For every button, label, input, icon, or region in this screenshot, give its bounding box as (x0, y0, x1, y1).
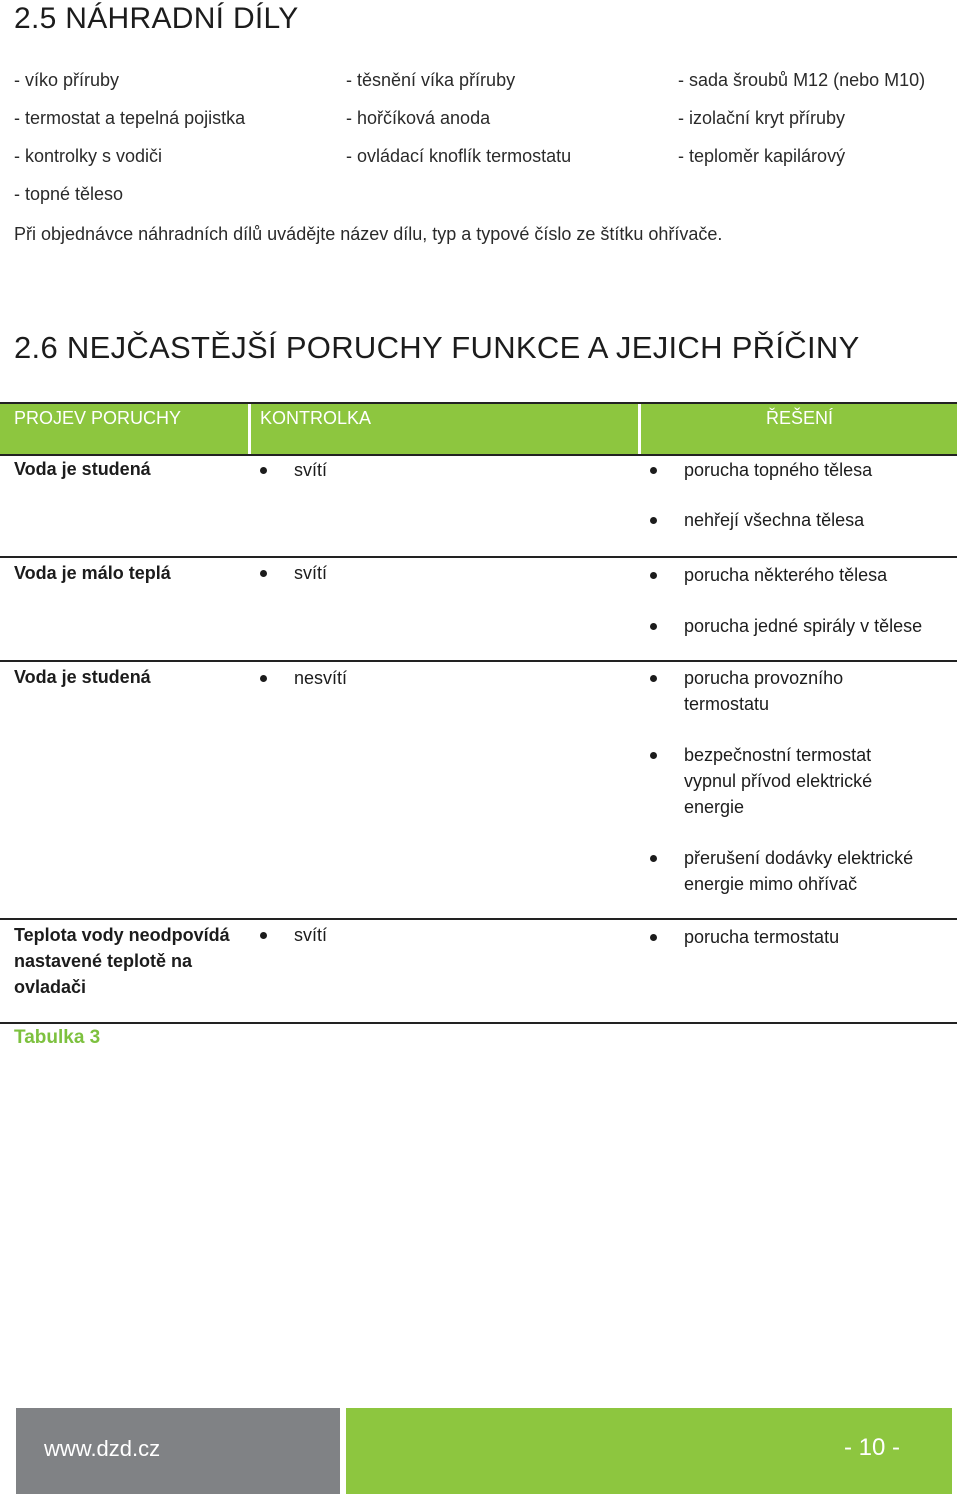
table-row (0, 558, 957, 662)
order-note: Při objednávce náhradních dílů uvádějte název dílu, typ a typové číslo ze štítku ohřívače. (14, 224, 723, 244)
indicator-text: svítí (294, 460, 328, 480)
footer-website-link[interactable]: www.dzd.cz (44, 1436, 161, 1461)
part-item: - teploměr kapilárový (678, 146, 846, 166)
faults-table (0, 454, 957, 1024)
part-item: - těsnění víka příruby (346, 70, 516, 90)
footer-website-panel (16, 1408, 340, 1494)
part-item: - hořčíková anoda (346, 108, 491, 128)
solution-text: porucha některého tělesa (684, 565, 888, 585)
bullet-icon (650, 675, 657, 682)
part-item: - termostat a tepelná pojistka (14, 108, 246, 128)
bullet-icon (650, 623, 657, 630)
solution-text: porucha termostatu (684, 927, 840, 947)
solution-item (684, 665, 884, 717)
bullet-icon (650, 572, 657, 579)
part-item: - topné těleso (14, 184, 124, 204)
solution-item (684, 742, 914, 820)
bullet-icon (260, 675, 267, 682)
part-item: - izolační kryt příruby (678, 108, 846, 128)
part-item: - sada šroubů M12 (nebo M10) (678, 70, 926, 90)
footer-page-panel (346, 1408, 952, 1494)
table-row (0, 920, 957, 1024)
solution-item (684, 613, 954, 639)
symptom-cell: Voda je studená (14, 667, 151, 687)
header-divider (638, 404, 641, 454)
solution-text: přerušení dodávky elektrické energie mimo ohřívač (684, 848, 914, 894)
header-solution: ŘEŠENÍ (766, 408, 834, 428)
indicator-text: nesvítí (294, 668, 348, 688)
indicator-cell (294, 922, 327, 948)
bullet-icon (260, 932, 267, 939)
bullet-icon (650, 752, 657, 759)
header-symptom: PROJEV PORUCHY (14, 408, 182, 428)
solution-item (684, 924, 954, 950)
indicator-cell (294, 560, 327, 586)
section-title-faults: 2.6 NEJČASTĚJŠÍ PORUCHY FUNKCE A JEJICH PŘÍČINY (14, 330, 860, 365)
part-item: - ovládací knoflík termostatu (346, 146, 572, 166)
solution-text: nehřejí všechna tělesa (684, 510, 865, 530)
solution-text: bezpečnostní termostat vypnul přívod elektrické energie (684, 745, 873, 817)
bullet-icon (650, 467, 657, 474)
symptom-cell: Teplota vody neodpovídá nastavené teplotě na ovladači (14, 925, 230, 997)
solution-item (684, 562, 954, 588)
section-title-spare-parts: 2.5 NÁHRADNÍ DÍLY (14, 2, 299, 35)
header-divider (248, 404, 251, 454)
solution-item (684, 457, 954, 483)
header-indicator: KONTROLKA (260, 408, 372, 428)
solution-text: porucha topného tělesa (684, 460, 873, 480)
table-header (0, 402, 957, 456)
parts-row (14, 184, 954, 222)
part-item: - víko příruby (14, 70, 120, 90)
table-row (0, 662, 957, 920)
indicator-cell (294, 457, 327, 483)
bullet-icon (650, 934, 657, 941)
bullet-icon (650, 855, 657, 862)
solution-item (684, 845, 946, 897)
indicator-text: svítí (294, 925, 328, 945)
solution-text: porucha jedné spirály v tělese (684, 616, 923, 636)
solution-item (684, 507, 954, 533)
table-row (0, 454, 957, 558)
bullet-icon (650, 517, 657, 524)
spare-parts-list (14, 70, 954, 222)
symptom-cell: Voda je studená (14, 459, 151, 479)
parts-row (14, 146, 954, 184)
indicator-text: svítí (294, 563, 328, 583)
indicator-cell (294, 665, 347, 691)
symptom-cell: Voda je málo teplá (14, 563, 171, 583)
table-caption: Tabulka 3 (14, 1027, 101, 1048)
parts-row (14, 70, 954, 108)
part-item: - kontrolky s vodiči (14, 146, 163, 166)
parts-row (14, 108, 954, 146)
solution-text: porucha provozního termostatu (684, 668, 844, 714)
bullet-icon (260, 467, 267, 474)
page-number: - 10 - (843, 1434, 900, 1461)
bullet-icon (260, 570, 267, 577)
